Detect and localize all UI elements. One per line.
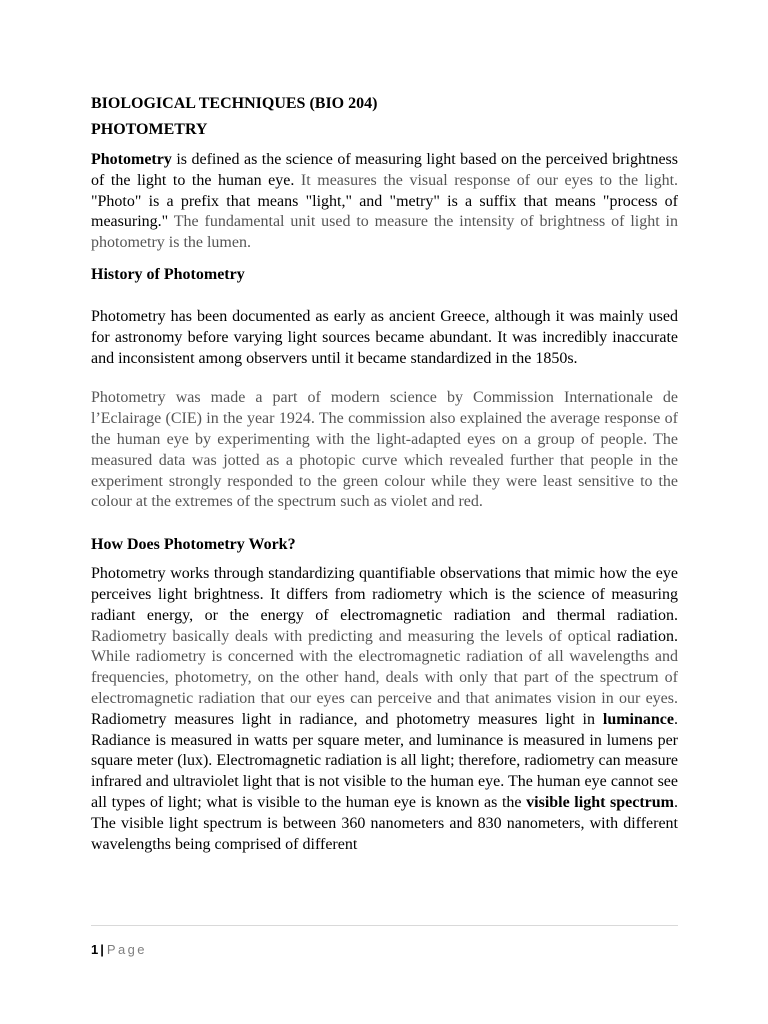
intro-lumen: The fundamental unit used to measure the intensity of brightness of light in photometry is the lumen. [91, 213, 678, 252]
how-sentence-1: Photometry works through standardizing quantifiable observations that mimic how the eye perceives light brightness. It differs from radiometry which is the science of measuring radiant energy, or the energy of electromagnetic radiation and thermal radiation. [91, 565, 678, 624]
page-footer [91, 941, 147, 959]
how-bold-luminance: luminance [602, 710, 674, 728]
intro-paragraph [91, 150, 678, 254]
page-number: 1 [91, 942, 99, 957]
how-sentence-3: radiation. [611, 627, 679, 645]
history-heading: History of Photometry [91, 265, 245, 283]
how-sentence-7: . The visible light spectrum is between 360 nanometers and 830 nanometers, with different wavelengths being comprised of different [91, 793, 679, 853]
how-bold-visible-spectrum: visible light spectrum [526, 793, 675, 811]
topic-title: PHOTOMETRY [91, 121, 208, 138]
history-paragraph-2: Photometry was made a part of modern science by Commission Internationale de l’Eclairage (CIE) in the year 1924. The commission also explained the average response of the human eye by experimenting with the light-adapted eyes on a group of people. The measured data was jotted as a photopic curve which revealed further that people in the experiment strongly responded to the green colour while they were least sensitive to the colour at the extremes of the spectrum such as violet and red. [91, 389, 678, 511]
how-paragraph [91, 564, 678, 855]
intro-visual-response: It measures the visual response of our eyes to the light. [294, 171, 679, 189]
how-sentence-6: . Radiance is measured in watts per square meter, and luminance is measured in lumens per square meter (lux). Electromagnetic radiation is all light; therefore, radiometry can measure infrared and ultraviolet light that is not visible to the human eye. The human eye cannot see all types of light; what is visible to the human eye is known as the [91, 710, 678, 811]
footer-divider [91, 925, 678, 926]
intro-term: Photometry [91, 151, 172, 168]
how-sentence-5: Radiometry measures light in radiance, and photometry measures light in [91, 710, 603, 728]
page-content [91, 91, 678, 855]
how-heading: How Does Photometry Work? [91, 536, 296, 554]
how-sentence-4: While radiometry is concerned with the electromagnetic radiation of all wavelengths and frequencies, photometry, on the other hand, deals with only that part of the spectrum of electromagnetic radiation that our eyes can perceive and that animates vision in our eyes. [91, 648, 678, 707]
course-title: BIOLOGICAL TECHNIQUES (BIO 204) [91, 95, 378, 112]
page-separator: | [100, 942, 104, 957]
page-word: Page [106, 942, 147, 957]
intro-definition: is defined as the science of measuring light based on the perceived brightness of the light to the human eye. [91, 151, 678, 189]
intro-etymology: "Photo" is a prefix that means "light," and "metry" is a suffix that means "process of measuring." [91, 192, 678, 231]
history-paragraph-1: Photometry has been documented as early as ancient Greece, although it was mainly used for astronomy before varying light sources became abundant. It was incredibly inaccurate and inconsistent among observers until it became standardized in the 1850s. [91, 307, 678, 367]
how-sentence-2: Radiometry basically deals with predicting and measuring the levels of optical [91, 627, 612, 645]
